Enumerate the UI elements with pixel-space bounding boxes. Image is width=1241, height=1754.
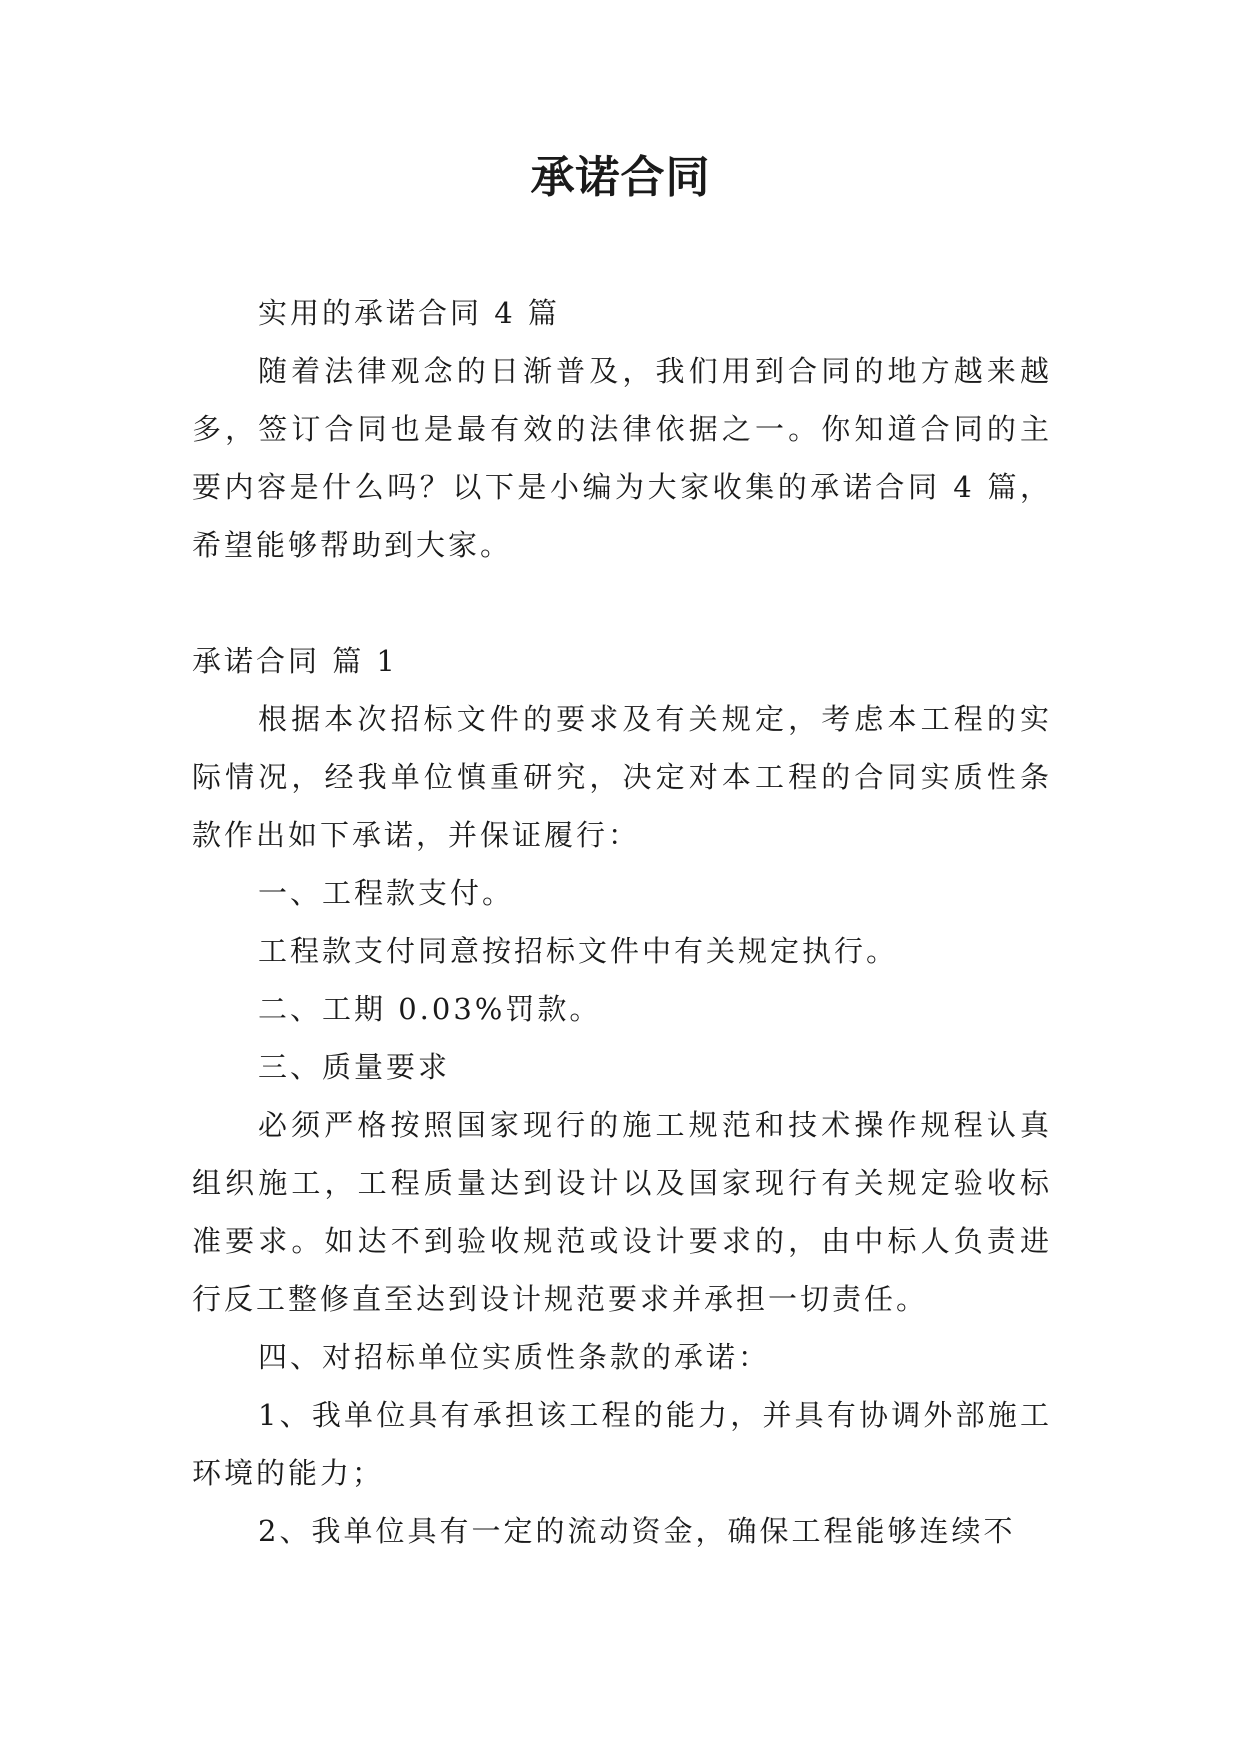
intro-subtitle: 实用的承诺合同 4 篇 xyxy=(258,296,560,330)
intro-paragraph: 随着法律观念的日渐普及，我们用到合同的地方越来越多，签订合同也是最有效的法律依据之一。你知道合同的主要内容是什么吗？以下是小编为大家收集的承诺合同 4 篇，希望能够帮助到大家。 xyxy=(192,354,1052,562)
section-heading: 承诺合同 篇 1 xyxy=(192,644,398,678)
section-paragraph: 根据本次招标文件的要求及有关规定，考虑本工程的实际情况，经我单位慎重研究，决定对本工程的合同实质性条款作出如下承诺，并保证履行： xyxy=(192,702,1052,852)
section-paragraph: 必须严格按照国家现行的施工规范和技术操作规程认真组织施工，工程质量达到设计以及国家现行有关规定验收标准要求。如达不到验收规范或设计要求的，由中标人负责进行反工整修直至达到设计规范要求并承担一切责任。 xyxy=(192,1108,1052,1316)
section-paragraph: 四、对招标单位实质性条款的承诺： xyxy=(258,1340,771,1374)
section-paragraph: 1、我单位具有承担该工程的能力，并具有协调外部施工环境的能力； xyxy=(192,1398,1052,1490)
document-title: 承诺合同 xyxy=(530,152,711,203)
section-paragraph: 2、我单位具有一定的流动资金，确保工程能够连续不 xyxy=(258,1514,1016,1548)
section-paragraph: 三、质量要求 xyxy=(258,1050,451,1084)
section-paragraph: 工程款支付同意按招标文件中有关规定执行。 xyxy=(258,934,899,968)
section-paragraph: 一、工程款支付。 xyxy=(258,876,515,910)
document-body xyxy=(192,284,1052,1560)
section-spacer xyxy=(192,574,1052,632)
section-paragraph: 二、工期 0.03%罚款。 xyxy=(258,992,602,1026)
